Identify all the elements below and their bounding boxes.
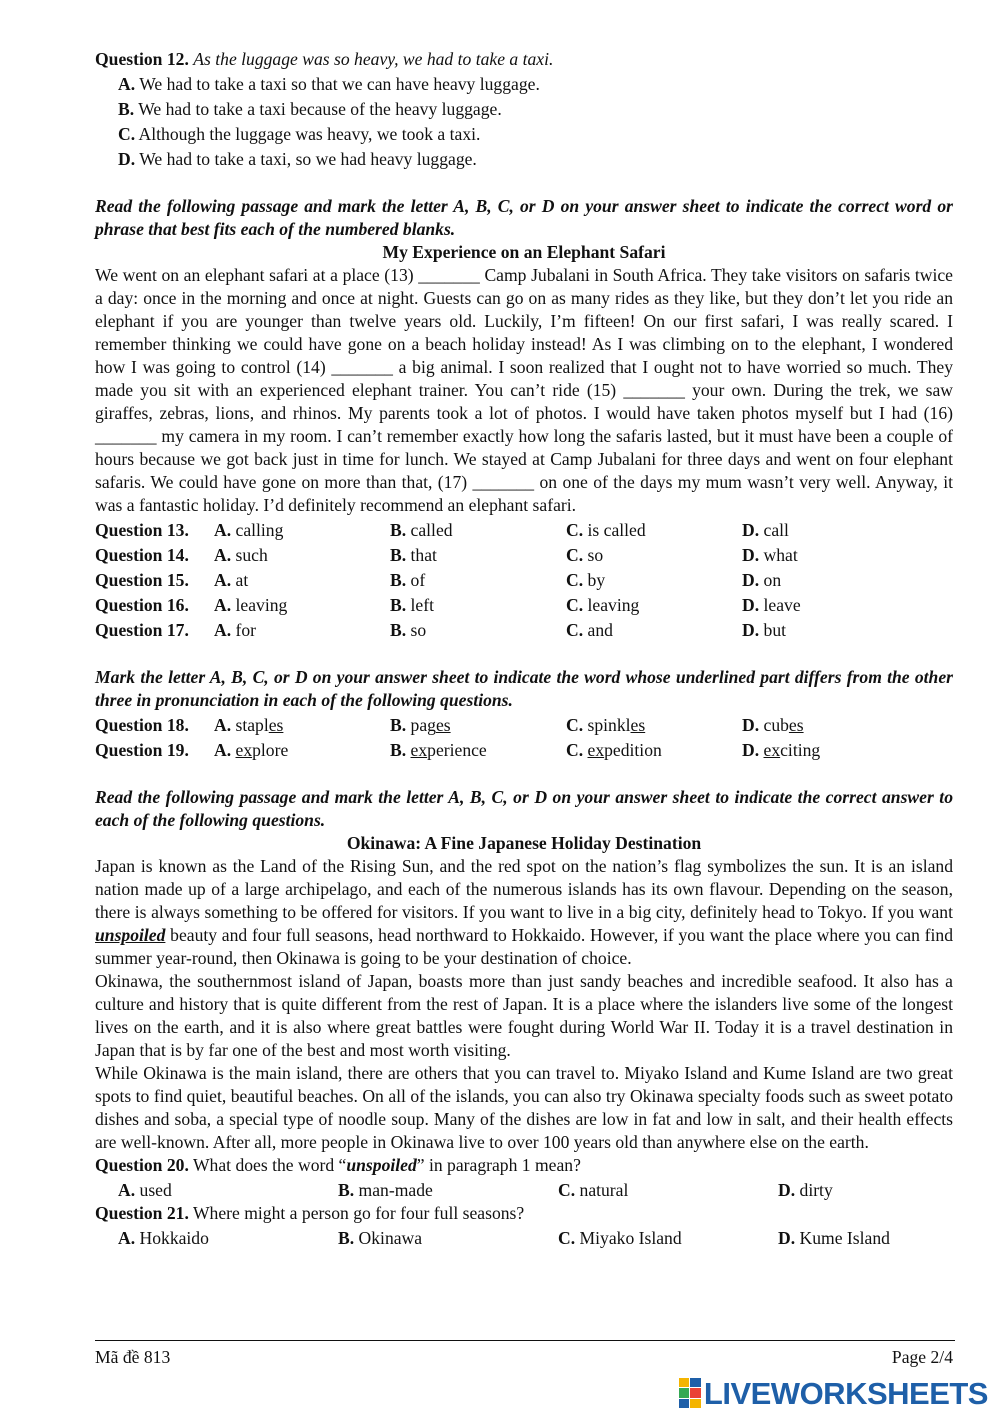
option-b[interactable]: B. of — [390, 570, 426, 590]
option-c[interactable]: C. leaving — [566, 595, 640, 615]
option-a[interactable]: A. Hokkaido — [118, 1228, 209, 1248]
question-15: Question 15. A. at B. of C. by D. on — [95, 567, 953, 592]
option-b[interactable]: B. pages — [390, 715, 451, 735]
passage-title: My Experience on an Elephant Safari — [382, 242, 666, 262]
option-b[interactable]: B. so — [390, 620, 427, 640]
question-20-options — [118, 1177, 953, 1202]
option-c[interactable]: C. by — [566, 570, 606, 590]
question-13: Question 13. A. calling B. called C. is called D. call — [95, 517, 953, 542]
option-d[interactable]: D. We had to take a taxi, so we had heavy luggage. — [118, 149, 477, 169]
liveworksheets-logo[interactable] — [679, 1375, 988, 1411]
option-c[interactable]: C. spinkles — [566, 715, 646, 735]
section-instruction: Read the following passage and mark the letter A, B, C, or D on your answer sheet to indicate the correct answer to each of the following questions. — [95, 787, 953, 830]
option-a[interactable]: A. leaving — [214, 595, 288, 615]
passage-paragraph-2: Okinawa, the southernmost island of Japan, boasts more than just sandy beaches and incredible seafood. It also has a culture and history that is quite different from the rest of Japan. It is a place where the islanders live some of the longest lives on the earth, and it is also where great battles were fought during World War II. Today it is a travel destination in Japan that is by far one of the best and most worth visiting. — [95, 971, 953, 1060]
option-d[interactable]: D. cubes — [742, 715, 804, 735]
option-a[interactable]: A. calling — [214, 520, 284, 540]
page-number: Page 2/4 — [891, 1347, 953, 1367]
option-c[interactable]: C. Although the luggage was heavy, we took a taxi. — [118, 124, 481, 144]
option-b[interactable]: B. man-made — [338, 1180, 433, 1200]
question-12 — [95, 48, 953, 71]
option-a[interactable]: A. at — [214, 570, 249, 590]
option-a[interactable]: A. for — [214, 620, 257, 640]
keyword-unspoiled: unspoiled — [95, 925, 166, 945]
option-d[interactable]: D. Kume Island — [778, 1228, 890, 1248]
option-d[interactable]: D. on — [742, 570, 782, 590]
question-20: Question 20. What does the word “unspoiled” in paragraph 1 mean? — [95, 1155, 581, 1175]
option-b[interactable]: B. left — [390, 595, 434, 615]
option-a[interactable]: A. staples — [214, 715, 284, 735]
option-d[interactable]: D. exciting — [742, 740, 821, 760]
option-d[interactable]: D. call — [742, 520, 789, 540]
option-b[interactable]: B. experience — [390, 740, 487, 760]
option-c[interactable]: C. Miyako Island — [558, 1228, 682, 1248]
liveworksheets-logo-text: LIVEWORKSHEETS — [703, 1375, 988, 1411]
liveworksheets-logo-icon — [679, 1378, 701, 1408]
passage-paragraph-3: While Okinawa is the main island, there are others that you can travel to. Miyako Island and Kume Island are two great spots to find quiet, beautiful beaches. On all of the islands, you can also try Okinawa specialty foods such as sweet potato dishes and soba, a special type of noodle soup. Many of the dishes are low in fat and low in salt, and their health effects are well-known. After all, more people in Okinawa live to over 100 years old than anywhere else on the earth. — [95, 1063, 953, 1152]
exam-code: Mã đề 813 — [95, 1347, 171, 1367]
question-stem: As the luggage was so heavy, we had to take a taxi. — [193, 49, 554, 69]
option-d[interactable]: D. leave — [742, 595, 801, 615]
option-b[interactable]: B. that — [390, 545, 437, 565]
option-d[interactable]: D. but — [742, 620, 786, 640]
option-a[interactable]: A. used — [118, 1180, 172, 1200]
option-a[interactable]: A. We had to take a taxi so that we can have heavy luggage. — [118, 74, 540, 94]
option-b[interactable]: B. called — [390, 520, 453, 540]
passage-paragraph-1: Japan is known as the Land of the Rising Sun, and the red spot on the nation’s flag symbolizes the sun. It is an island nation made up of a large archipelago, and each of the numerous islands has its own flavour. Depending on the season, there is always something to be offered for visitors. If you want to live in a big city, definitely head to Tokyo. If you want unspoiled beauty and four full seasons, head northward to Hokkaido. However, if you want the place where you can find summer year-round, then Okinawa is going to be your destination of choice. — [95, 856, 953, 968]
passage-title: Okinawa: A Fine Japanese Holiday Destination — [346, 833, 702, 853]
question-label: Question 12. — [95, 49, 189, 69]
question-21-options — [118, 1225, 953, 1250]
option-a[interactable]: A. such — [214, 545, 268, 565]
passage-text: We went on an elephant safari at a place (13) _______ Camp Jubalani in South Africa. They take visitors on safaris twice a day: once in the morning and once at night. Guests can go on as many rides as they like, but they don’t let you ride an elephant if you are younger than twelve years old. Luckily, I’m fifteen! On our first safari, I was really scared. I remember thinking we could have gone on a beach holiday instead! As I was climbing on to the elephant, I wondered how I was going to control (14) _______ a big animal. I soon realized that I ought not to have worried so much. They made you sit with an experienced elephant trainer. You can’t ride (15) _______ your own. During the trek, we saw giraffes, zebras, lions, and rhinos. My parents took a lot of photos. I would have taken photos myself but I had (16) _______ my camera in my room. I can’t remember exactly how long the safaris lasted, but it must have been a couple of hours because we got back just in time for lunch. We stayed at Camp Jubalani for three days and went on four elephant safaris. We could have gone on more than that, (17) _______ on one of the days my mum wasn’t very well. Anyway, it was a fantastic holiday. I’d definitely recommend an elephant safari. — [95, 265, 953, 515]
question-14: Question 14. A. such B. that C. so D. what — [95, 542, 953, 567]
option-c[interactable]: C. expedition — [566, 740, 662, 760]
section-instruction: Mark the letter A, B, C, or D on your answer sheet to indicate the word whose underlined part differs from the other three in pronunciation in each of the following questions. — [95, 667, 953, 710]
option-b[interactable]: B. We had to take a taxi because of the heavy luggage. — [118, 99, 502, 119]
option-c[interactable]: C. natural — [558, 1180, 629, 1200]
footer-divider — [95, 1340, 955, 1341]
option-c[interactable]: C. so — [566, 545, 604, 565]
option-d[interactable]: D. what — [742, 545, 798, 565]
question-17: Question 17. A. for B. so C. and D. but — [95, 617, 953, 642]
question-18: Question 18. A. staples B. pages C. spinkles D. cubes — [95, 712, 953, 737]
question-21: Question 21. Where might a person go for four full seasons? — [95, 1203, 525, 1223]
section-instruction: Read the following passage and mark the letter A, B, C, or D on your answer sheet to indicate the correct word or phrase that best fits each of the numbered blanks. — [95, 196, 953, 239]
option-b[interactable]: B. Okinawa — [338, 1228, 423, 1248]
question-19: Question 19. A. explore B. experience C. expedition D. exciting — [95, 737, 953, 762]
option-c[interactable]: C. is called — [566, 520, 646, 540]
option-a[interactable]: A. explore — [214, 740, 289, 760]
option-d[interactable]: D. dirty — [778, 1180, 833, 1200]
question-16: Question 16. A. leaving B. left C. leaving D. leave — [95, 592, 953, 617]
option-c[interactable]: C. and — [566, 620, 613, 640]
exam-page — [95, 48, 953, 1250]
